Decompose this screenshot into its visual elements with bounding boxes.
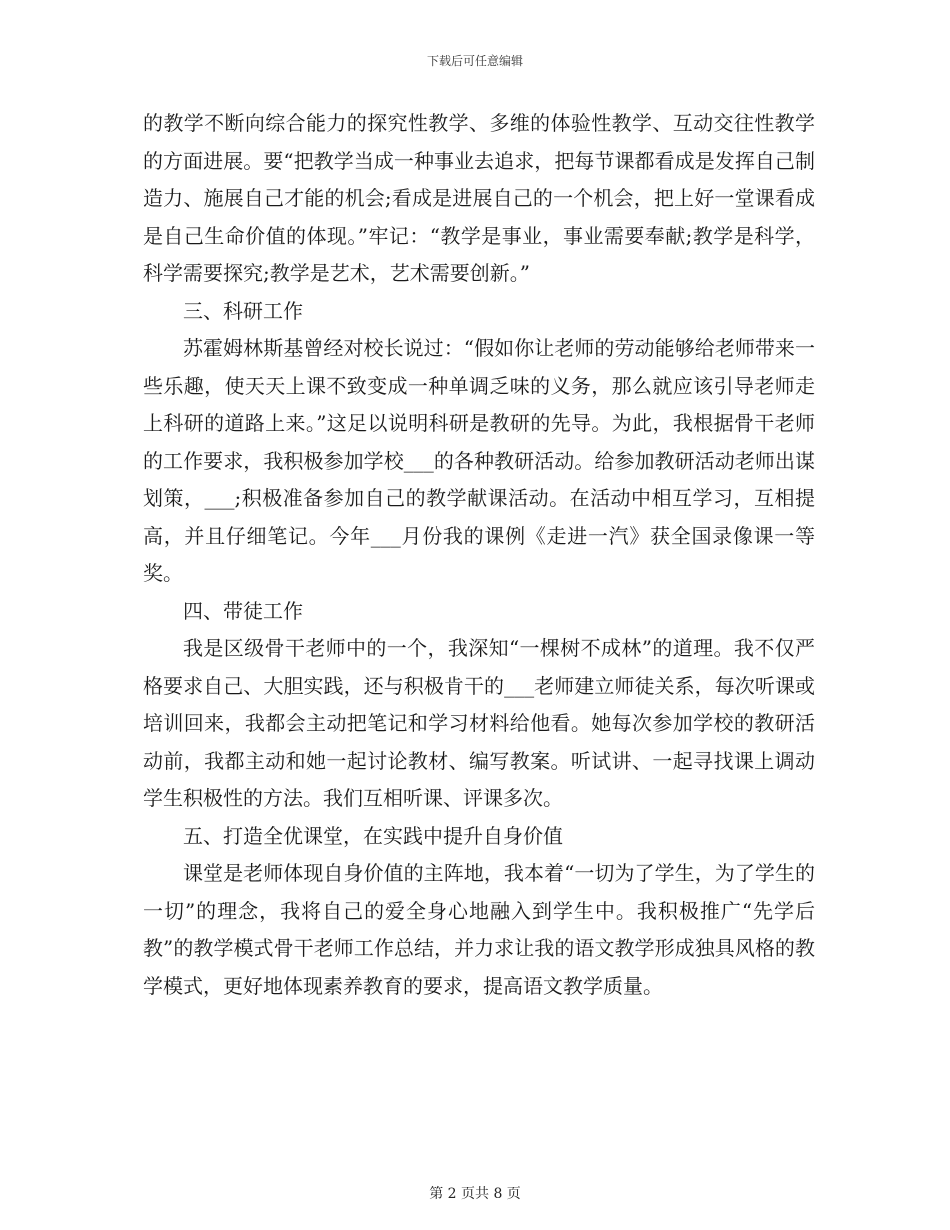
paragraph-continued: 的教学不断向综合能力的探究性教学、多维的体验性教学、互动交往性教学的方面进展。要“把教学当成一种事业去追求，把每节课都看成是发挥自己制造力、施展自己才能的机会;看成是进展自己的一个机会，把上好一堂课看成是自己生命价值的体现。”牢记：“教学是事业，事业需要奉献;教学是科学，科学需要探究;教学是艺术，艺术需要创新。” xyxy=(143,111,815,285)
paragraph-classroom: 课堂是老师体现自身价值的主阵地，我本着“一切为了学生，为了学生的一切”的理念，我将自己的爱全身心地融入到学生中。我积极推广“先学后教”的教学模式骨干老师工作总结，并力求让我的语文教学形成独具风格的教学模式，更好地体现素养教育的要求，提高语文教学质量。 xyxy=(143,861,815,998)
page-footer: 第 2 页共 8 页 xyxy=(429,1186,521,1202)
paragraph-research: 苏霍姆林斯基曾经对校长说过：“假如你让老师的劳动能够给老师带来一些乐趣，使天天上课不致变成一种单调乏味的义务，那么就应该引导老师走上科研的道路上来。”这足以说明科研是教研的先导。为此，我根据骨干老师的工作要求，我积极参加学校___的各种教研活动。给参加教研活动老师出谋划策，___;积极准备参加自己的教学献课活动。在活动中相互学习，互相提高，并且仔细笔记。今年___月份我的课例《走进一汽》获全国录像课一等奖。 xyxy=(143,336,815,585)
section-heading-mentoring: 四、带徒工作 xyxy=(183,598,303,623)
page-header: 下载后可任意编辑 xyxy=(426,54,523,68)
section-heading-research: 三、科研工作 xyxy=(183,298,303,323)
paragraph-mentoring: 我是区级骨干老师中的一个，我深知“一棵树不成林”的道理。我不仅严格要求自己、大胆实践，还与积极肯干的___老师建立师徒关系，每次听课或培训回来，我都会主动把笔记和学习材料给他看。她每次参加学校的教研活动前，我都主动和她一起讨论教材、编写教案。听试讲、一起寻找课上调动学生积极性的方法。我们互相听课、评课多次。 xyxy=(143,636,815,810)
section-heading-classroom: 五、打造全优课堂，在实践中提升自身价值 xyxy=(183,823,563,848)
document-body xyxy=(143,105,815,1005)
